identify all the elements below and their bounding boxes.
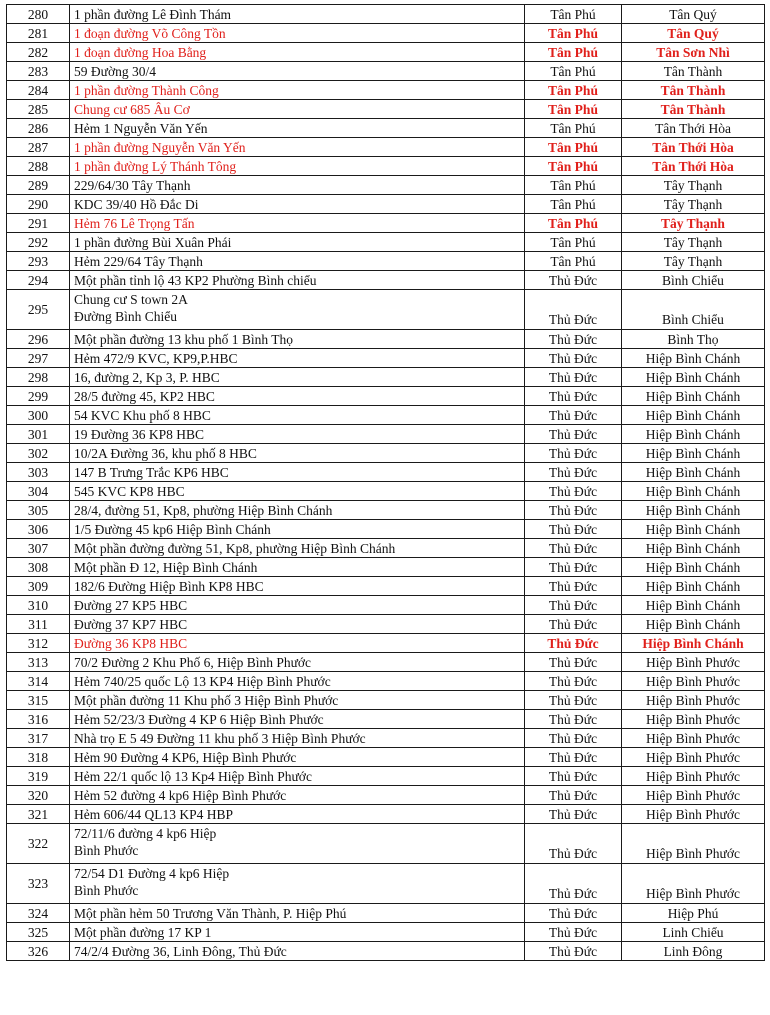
address-cell: Hẻm 90 Đường 4 KP6, Hiệp Bình Phước: [70, 748, 525, 767]
row-number-cell: 285: [7, 100, 70, 119]
address-cell: 72/54 D1 Đường 4 kp6 Hiệp Bình Phước: [70, 864, 525, 904]
address-cell: Chung cư 685 Âu Cơ: [70, 100, 525, 119]
address-cell: 1 phần đường Lê Đình Thám: [70, 5, 525, 24]
table-row: [7, 176, 765, 195]
address-cell: 10/2A Đường 36, khu phố 8 HBC: [70, 444, 525, 463]
address-cell: 16, đường 2, Kp 3, P. HBC: [70, 368, 525, 387]
row-number-cell: 295: [7, 290, 70, 330]
ward-cell: Hiệp Bình Phước: [622, 691, 765, 710]
district-cell: Thủ Đức: [525, 923, 622, 942]
ward-cell: Hiệp Bình Chánh: [622, 425, 765, 444]
table-row: [7, 748, 765, 767]
table-row: [7, 710, 765, 729]
address-cell: 1/5 Đường 45 kp6 Hiệp Bình Chánh: [70, 520, 525, 539]
district-cell: Thủ Đức: [525, 864, 622, 904]
table-row: [7, 349, 765, 368]
district-cell: Thủ Đức: [525, 634, 622, 653]
address-cell: 1 phần đường Nguyễn Văn Yến: [70, 138, 525, 157]
row-number-cell: 317: [7, 729, 70, 748]
row-number-cell: 288: [7, 157, 70, 176]
district-cell: Thủ Đức: [525, 406, 622, 425]
ward-cell: Tây Thạnh: [622, 233, 765, 252]
table-row: [7, 195, 765, 214]
district-cell: Thủ Đức: [525, 558, 622, 577]
row-number-cell: 306: [7, 520, 70, 539]
row-number-cell: 280: [7, 5, 70, 24]
district-cell: Thủ Đức: [525, 539, 622, 558]
table-row: [7, 942, 765, 961]
district-cell: Tân Phú: [525, 119, 622, 138]
address-cell: Nhà trọ E 5 49 Đường 11 khu phố 3 Hiệp Bình Phước: [70, 729, 525, 748]
district-cell: Thủ Đức: [525, 653, 622, 672]
ward-cell: Hiệp Bình Chánh: [622, 349, 765, 368]
ward-cell: Hiệp Bình Phước: [622, 767, 765, 786]
ward-cell: Hiệp Bình Chánh: [622, 482, 765, 501]
ward-cell: Hiệp Bình Phước: [622, 710, 765, 729]
district-cell: Thủ Đức: [525, 748, 622, 767]
address-cell: 1 phần đường Thành Công: [70, 81, 525, 100]
ward-cell: Tây Thạnh: [622, 176, 765, 195]
district-cell: Thủ Đức: [525, 672, 622, 691]
address-cell: 74/2/4 Đường 36, Linh Đông, Thủ Đức: [70, 942, 525, 961]
table-row: [7, 653, 765, 672]
table-row: [7, 425, 765, 444]
address-cell: Một phần hẻm 50 Trương Văn Thành, P. Hiệp Phú: [70, 904, 525, 923]
ward-cell: Hiệp Bình Chánh: [622, 387, 765, 406]
table-row: [7, 290, 765, 330]
ward-cell: Hiệp Bình Chánh: [622, 634, 765, 653]
district-cell: Tân Phú: [525, 233, 622, 252]
address-cell: 1 đoạn đường Hoa Bằng: [70, 43, 525, 62]
district-cell: Thủ Đức: [525, 710, 622, 729]
table-row: [7, 615, 765, 634]
row-number-cell: 281: [7, 24, 70, 43]
row-number-cell: 294: [7, 271, 70, 290]
address-cell: Một phần đường 11 Khu phố 3 Hiệp Bình Phước: [70, 691, 525, 710]
table-row: [7, 138, 765, 157]
row-number-cell: 296: [7, 330, 70, 349]
ward-cell: Hiệp Phú: [622, 904, 765, 923]
address-cell: Hẻm 740/25 quốc Lộ 13 KP4 Hiệp Bình Phước: [70, 672, 525, 691]
table-row: [7, 539, 765, 558]
address-cell: Một phần tỉnh lộ 43 KP2 Phường Bình chiểu: [70, 271, 525, 290]
district-cell: Tân Phú: [525, 252, 622, 271]
row-number-cell: 311: [7, 615, 70, 634]
district-cell: Thủ Đức: [525, 290, 622, 330]
ward-cell: Hiệp Bình Phước: [622, 672, 765, 691]
district-cell: Thủ Đức: [525, 805, 622, 824]
district-cell: Tân Phú: [525, 214, 622, 233]
ward-cell: Hiệp Bình Phước: [622, 786, 765, 805]
district-cell: Thủ Đức: [525, 330, 622, 349]
table-row: [7, 805, 765, 824]
address-table-body: [7, 5, 765, 961]
table-row: [7, 482, 765, 501]
ward-cell: Tân Thới Hòa: [622, 119, 765, 138]
ward-cell: Tân Thới Hòa: [622, 138, 765, 157]
table-row: [7, 214, 765, 233]
ward-cell: Tân Thành: [622, 81, 765, 100]
table-row: [7, 5, 765, 24]
table-row: [7, 24, 765, 43]
table-row: [7, 596, 765, 615]
row-number-cell: 297: [7, 349, 70, 368]
address-cell: KDC 39/40 Hồ Đắc Di: [70, 195, 525, 214]
district-cell: Thủ Đức: [525, 349, 622, 368]
row-number-cell: 287: [7, 138, 70, 157]
address-cell: 545 KVC KP8 HBC: [70, 482, 525, 501]
row-number-cell: 298: [7, 368, 70, 387]
address-cell: Hẻm 52/23/3 Đường 4 KP 6 Hiệp Bình Phước: [70, 710, 525, 729]
district-cell: Tân Phú: [525, 157, 622, 176]
address-table: [6, 4, 765, 961]
district-cell: Thủ Đức: [525, 904, 622, 923]
row-number-cell: 284: [7, 81, 70, 100]
ward-cell: Hiệp Bình Chánh: [622, 596, 765, 615]
district-cell: Thủ Đức: [525, 444, 622, 463]
district-cell: Tân Phú: [525, 138, 622, 157]
ward-cell: Bình Chiểu: [622, 271, 765, 290]
table-row: [7, 501, 765, 520]
address-cell: 1 phần đường Lý Thánh Tông: [70, 157, 525, 176]
ward-cell: Tân Quý: [622, 24, 765, 43]
table-row: [7, 463, 765, 482]
row-number-cell: 308: [7, 558, 70, 577]
table-row: [7, 824, 765, 864]
address-cell: Một phần đường 17 KP 1: [70, 923, 525, 942]
ward-cell: Hiệp Bình Chánh: [622, 577, 765, 596]
district-cell: Tân Phú: [525, 5, 622, 24]
address-cell: Đường 37 KP7 HBC: [70, 615, 525, 634]
ward-cell: Linh Đông: [622, 942, 765, 961]
table-row: [7, 786, 765, 805]
table-row: [7, 157, 765, 176]
district-cell: Tân Phú: [525, 100, 622, 119]
ward-cell: Tây Thạnh: [622, 252, 765, 271]
district-cell: Thủ Đức: [525, 463, 622, 482]
row-number-cell: 290: [7, 195, 70, 214]
row-number-cell: 323: [7, 864, 70, 904]
row-number-cell: 314: [7, 672, 70, 691]
address-cell: Đường 36 KP8 HBC: [70, 634, 525, 653]
table-row: [7, 406, 765, 425]
row-number-cell: 286: [7, 119, 70, 138]
table-row: [7, 233, 765, 252]
row-number-cell: 307: [7, 539, 70, 558]
address-cell: 59 Đường 30/4: [70, 62, 525, 81]
district-cell: Thủ Đức: [525, 271, 622, 290]
table-row: [7, 62, 765, 81]
address-cell: 72/11/6 đường 4 kp6 Hiệp Bình Phước: [70, 824, 525, 864]
address-cell: Hẻm 52 đường 4 kp6 Hiệp Bình Phước: [70, 786, 525, 805]
table-row: [7, 119, 765, 138]
table-row: [7, 558, 765, 577]
ward-cell: Hiệp Bình Phước: [622, 864, 765, 904]
district-cell: Thủ Đức: [525, 368, 622, 387]
table-row: [7, 520, 765, 539]
table-row: [7, 577, 765, 596]
row-number-cell: 301: [7, 425, 70, 444]
row-number-cell: 305: [7, 501, 70, 520]
row-number-cell: 303: [7, 463, 70, 482]
table-row: [7, 864, 765, 904]
district-cell: Tân Phú: [525, 176, 622, 195]
address-cell: Một phần đường 13 khu phố 1 Bình Thọ: [70, 330, 525, 349]
address-cell: 28/4, đường 51, Kp8, phường Hiệp Bình Chánh: [70, 501, 525, 520]
ward-cell: Hiệp Bình Chánh: [622, 368, 765, 387]
district-cell: Tân Phú: [525, 195, 622, 214]
address-cell: Hẻm 229/64 Tây Thạnh: [70, 252, 525, 271]
district-cell: Thủ Đức: [525, 577, 622, 596]
district-cell: Thủ Đức: [525, 786, 622, 805]
address-cell: Hẻm 606/44 QL13 KP4 HBP: [70, 805, 525, 824]
ward-cell: Tân Thành: [622, 62, 765, 81]
address-cell: 1 phần đường Bùi Xuân Phái: [70, 233, 525, 252]
row-number-cell: 316: [7, 710, 70, 729]
ward-cell: Bình Chiểu: [622, 290, 765, 330]
table-row: [7, 387, 765, 406]
row-number-cell: 310: [7, 596, 70, 615]
row-number-cell: 282: [7, 43, 70, 62]
address-cell: 19 Đường 36 KP8 HBC: [70, 425, 525, 444]
table-row: [7, 672, 765, 691]
ward-cell: Hiệp Bình Chánh: [622, 444, 765, 463]
table-row: [7, 904, 765, 923]
district-cell: Tân Phú: [525, 62, 622, 81]
ward-cell: Hiệp Bình Phước: [622, 805, 765, 824]
district-cell: Thủ Đức: [525, 482, 622, 501]
table-row: [7, 691, 765, 710]
address-cell: 229/64/30 Tây Thạnh: [70, 176, 525, 195]
district-cell: Tân Phú: [525, 81, 622, 100]
table-row: [7, 43, 765, 62]
district-cell: Thủ Đức: [525, 691, 622, 710]
address-cell: Một phần Đ 12, Hiệp Bình Chánh: [70, 558, 525, 577]
row-number-cell: 309: [7, 577, 70, 596]
row-number-cell: 291: [7, 214, 70, 233]
district-cell: Thủ Đức: [525, 596, 622, 615]
table-row: [7, 252, 765, 271]
district-cell: Thủ Đức: [525, 387, 622, 406]
address-cell: 28/5 đường 45, KP2 HBC: [70, 387, 525, 406]
address-cell: Hẻm 22/1 quốc lộ 13 Kp4 Hiệp Bình Phước: [70, 767, 525, 786]
ward-cell: Tây Thạnh: [622, 214, 765, 233]
district-cell: Thủ Đức: [525, 520, 622, 539]
row-number-cell: 289: [7, 176, 70, 195]
row-number-cell: 322: [7, 824, 70, 864]
table-row: [7, 634, 765, 653]
address-cell: 182/6 Đường Hiệp Bình KP8 HBC: [70, 577, 525, 596]
row-number-cell: 324: [7, 904, 70, 923]
ward-cell: Tây Thạnh: [622, 195, 765, 214]
table-row: [7, 767, 765, 786]
row-number-cell: 318: [7, 748, 70, 767]
row-number-cell: 325: [7, 923, 70, 942]
district-cell: Thủ Đức: [525, 942, 622, 961]
district-cell: Thủ Đức: [525, 615, 622, 634]
ward-cell: Hiệp Bình Phước: [622, 824, 765, 864]
address-cell: Một phần đường đường 51, Kp8, phường Hiệp Bình Chánh: [70, 539, 525, 558]
ward-cell: Bình Thọ: [622, 330, 765, 349]
ward-cell: Hiệp Bình Phước: [622, 748, 765, 767]
row-number-cell: 299: [7, 387, 70, 406]
ward-cell: Tân Thành: [622, 100, 765, 119]
ward-cell: Tân Thới Hòa: [622, 157, 765, 176]
address-cell: 70/2 Đường 2 Khu Phố 6, Hiệp Bình Phước: [70, 653, 525, 672]
district-cell: Thủ Đức: [525, 425, 622, 444]
address-cell: Hẻm 472/9 KVC, KP9,P.HBC: [70, 349, 525, 368]
address-cell: Chung cư S town 2A Đường Bình Chiểu: [70, 290, 525, 330]
ward-cell: Linh Chiểu: [622, 923, 765, 942]
ward-cell: Hiệp Bình Chánh: [622, 406, 765, 425]
row-number-cell: 313: [7, 653, 70, 672]
row-number-cell: 312: [7, 634, 70, 653]
ward-cell: Hiệp Bình Phước: [622, 729, 765, 748]
table-row: [7, 729, 765, 748]
ward-cell: Hiệp Bình Chánh: [622, 520, 765, 539]
ward-cell: Hiệp Bình Chánh: [622, 463, 765, 482]
address-cell: 54 KVC Khu phố 8 HBC: [70, 406, 525, 425]
row-number-cell: 302: [7, 444, 70, 463]
row-number-cell: 319: [7, 767, 70, 786]
ward-cell: Hiệp Bình Chánh: [622, 558, 765, 577]
district-cell: Thủ Đức: [525, 729, 622, 748]
row-number-cell: 283: [7, 62, 70, 81]
table-row: [7, 271, 765, 290]
table-row: [7, 444, 765, 463]
row-number-cell: 293: [7, 252, 70, 271]
address-cell: Hẻm 1 Nguyễn Văn Yến: [70, 119, 525, 138]
district-cell: Thủ Đức: [525, 767, 622, 786]
table-row: [7, 923, 765, 942]
ward-cell: Hiệp Bình Chánh: [622, 539, 765, 558]
address-cell: Đường 27 KP5 HBC: [70, 596, 525, 615]
ward-cell: Hiệp Bình Chánh: [622, 615, 765, 634]
address-cell: 1 đoạn đường Võ Công Tồn: [70, 24, 525, 43]
row-number-cell: 315: [7, 691, 70, 710]
ward-cell: Hiệp Bình Chánh: [622, 501, 765, 520]
row-number-cell: 320: [7, 786, 70, 805]
table-row: [7, 100, 765, 119]
row-number-cell: 321: [7, 805, 70, 824]
row-number-cell: 304: [7, 482, 70, 501]
table-row: [7, 81, 765, 100]
row-number-cell: 326: [7, 942, 70, 961]
row-number-cell: 300: [7, 406, 70, 425]
address-cell: Hẻm 76 Lê Trọng Tấn: [70, 214, 525, 233]
district-cell: Thủ Đức: [525, 501, 622, 520]
district-cell: Tân Phú: [525, 43, 622, 62]
district-cell: Tân Phú: [525, 24, 622, 43]
district-cell: Thủ Đức: [525, 824, 622, 864]
ward-cell: Tân Quý: [622, 5, 765, 24]
table-row: [7, 330, 765, 349]
ward-cell: Hiệp Bình Phước: [622, 653, 765, 672]
table-row: [7, 368, 765, 387]
row-number-cell: 292: [7, 233, 70, 252]
ward-cell: Tân Sơn Nhì: [622, 43, 765, 62]
address-cell: 147 B Trưng Trắc KP6 HBC: [70, 463, 525, 482]
